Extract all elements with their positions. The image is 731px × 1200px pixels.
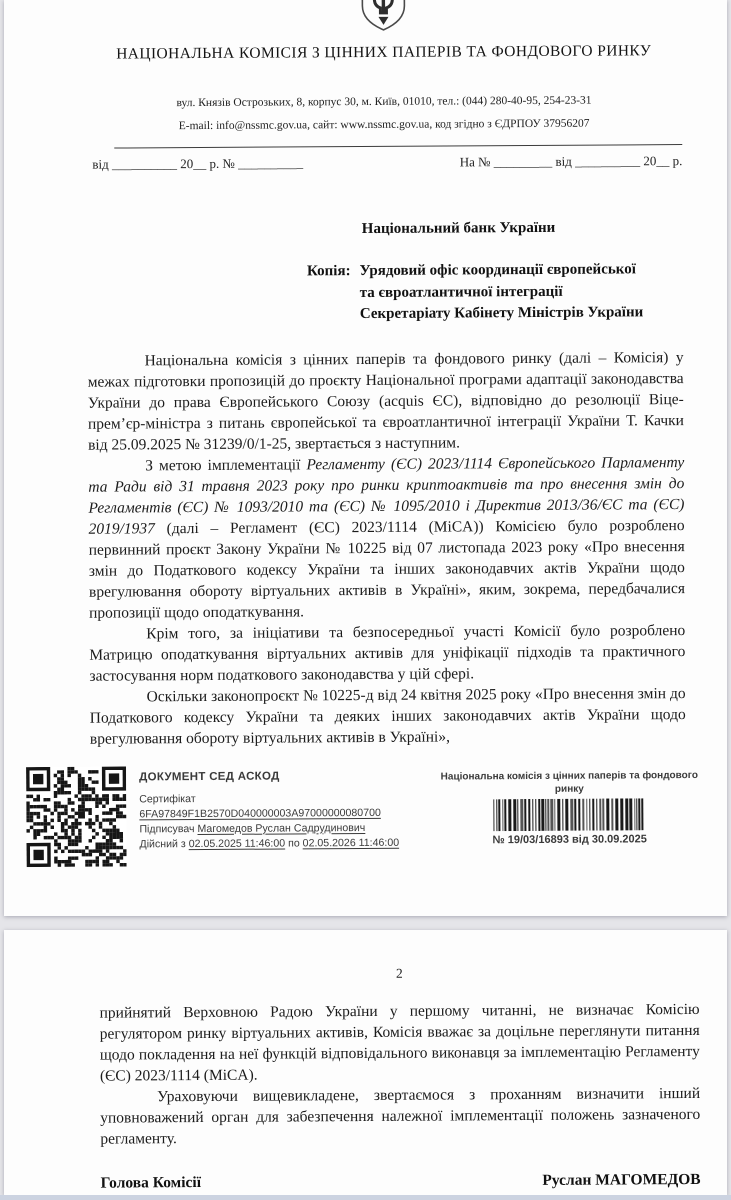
incoming-ref-blank: На № _________ від __________ 20__ р. — [459, 153, 683, 170]
page1-content — [4, 0, 727, 867]
reference-number-row — [86, 152, 682, 173]
valid-to: 02.05.2026 11:46:00 — [302, 836, 400, 849]
copy-label: Копія: — [306, 263, 351, 280]
page-number: 2 — [395, 965, 403, 981]
paragraph-5: прийнятий Верховною Радою України у першому читанні, не визначає Комісію регулятором ринку віртуальних активів, Комісія вважає за доцільне переглянути питання щодо покладення на неї функцій відповідального виконавця за імплементацію Регламенту (ЄС) 2023/1114 (MiCA). — [99, 1000, 700, 1085]
paragraph-1: Національна комісія з цінних паперів та фондового ринку (далі – Комісія) у межах підготовки пропозицій до проєкту Національної програми адаптації законодавства України до права Європейського Союзу (acquis ЄС), відповідно до резолюції Віце-прем’єр-міністра з питань європейської та євроатлантичної інтеграції України Т. Качки від 25.09.2025 № 31239/0/1-25, звертається з наступним. — [87, 348, 684, 454]
copy-recipient-block — [307, 259, 683, 326]
registration-stamp — [436, 762, 702, 846]
signer-line: Підписувач Магомедов Руслан Садрудинович — [139, 821, 366, 835]
certificate-line: Сертифікат 6FA97849F1B2570D040000003A97000000080700 — [139, 792, 381, 820]
sed-system-label: ДОКУМЕНТ СЕД АСКОД — [139, 770, 280, 783]
org-name: НАЦІОНАЛЬНА КОМІСІЯ З ЦІННИХ ПАПЕРІВ ТА ФОНДОВОГО РИНКУ — [116, 42, 652, 63]
recipient: Національний банк України — [361, 219, 556, 238]
paragraph-2-rest: (далі – Регламент (ЄС) 2023/1114 (MiCA)) Комісією було розроблено первинний проєкт Закону України № 10225 від 07 листопада 2023 року «Про внесення змін до Податкового кодексу України та інших законодавчих актів України щодо врегулювання обороту віртуальних активів в Україні», яким, зокрема, передбачалися пропозиції щодо оподаткування. — [88, 516, 686, 622]
certificate-lines — [139, 790, 437, 852]
certificate-number: 6FA97849F1B2570D040000003A97000000080700 — [139, 806, 381, 820]
barcode — [493, 798, 645, 831]
header-divider — [114, 144, 682, 148]
paragraph-6: Ураховуючи вищевикладене, звертаємося з проханням визначити інший уповноважений орган для забезпечення належної імплементації положень зазначеного регламенту. — [100, 1084, 701, 1148]
paragraph-2-regulation-title: Регламенту (ЄС) 2023/1114 Європейського Парламенту та Ради від 31 травня 2023 року про ринки криптоактивів та про внесення змін до Регламентів (ЄС) № 1093/2010 та (ЄС) № 1095/2010 і Директив 2013/36/ЄС та (ЄС) 2019/1937 — [88, 453, 685, 538]
signature-details — [139, 764, 437, 852]
qr-code — [26, 766, 127, 867]
paragraph-2 — [88, 452, 685, 624]
letter-page-1 — [4, 0, 727, 916]
copy-line: Урядовий офіс координації європейської — [359, 261, 636, 280]
signer-full-name: Руслан МАГОМЕДОВ — [542, 1170, 701, 1189]
trident-coat-of-arms-icon — [360, 0, 406, 32]
signer-name: Магомедов Руслан Садрудинович — [197, 821, 366, 835]
paragraph-4: Оскільки законопроєкт № 10225-д від 24 квітня 2025 року «Про внесення змін до Податкового кодексу України та деяких інших законодавчих актів України щодо врегулювання обороту віртуальних активів в Україні», — [89, 684, 686, 748]
page2-content — [4, 964, 727, 1194]
valid-from: 02.05.2025 11:46:00 — [188, 836, 286, 850]
e-signature-stamp-row — [26, 762, 703, 866]
scan-edge-strip — [0, 1195, 731, 1200]
copy-line: та євроатлантичної інтеграції — [359, 283, 563, 301]
copy-line: Секретаріату Кабінету Міністрів України — [359, 304, 644, 323]
validity-line: Дійсний з 02.05.2025 11:46:00 по 02.05.2026 11:46:00 — [139, 836, 400, 850]
outgoing-ref-blank: від __________ 20__ р. № __________ — [92, 155, 304, 172]
registration-org: Національна комісія з цінних паперів та фондового ринку — [440, 769, 698, 795]
registration-number: № 19/03/16893 від 30.09.2025 — [492, 832, 647, 846]
paragraph-2-intro: З метою імплементації — [145, 455, 307, 474]
letter-page-2 — [4, 930, 727, 1195]
signature-row — [101, 1170, 701, 1194]
copy-lines — [360, 259, 644, 325]
org-contacts: E-mail: info@nssmc.gov.ua, сайт: www.nssmc.gov.ua, код згідно з ЄДРПОУ 37956207 — [178, 117, 590, 133]
org-address: вул. Князів Острозьких, 8, корпус 30, м. Київ, 01010, тел.: (044) 280-40-95, 254-23-31 — [176, 94, 592, 110]
letterhead-emblem — [85, 0, 681, 32]
signer-title: Голова Комісії — [100, 1174, 202, 1192]
paragraph-3: Крім того, за ініціативи та безпосередньої участі Комісії було розроблено Матрицю оподаткування віртуальних активів для уніфікації підходів та практичного застосування норм податкового законодавства у цій сфері. — [89, 621, 686, 685]
